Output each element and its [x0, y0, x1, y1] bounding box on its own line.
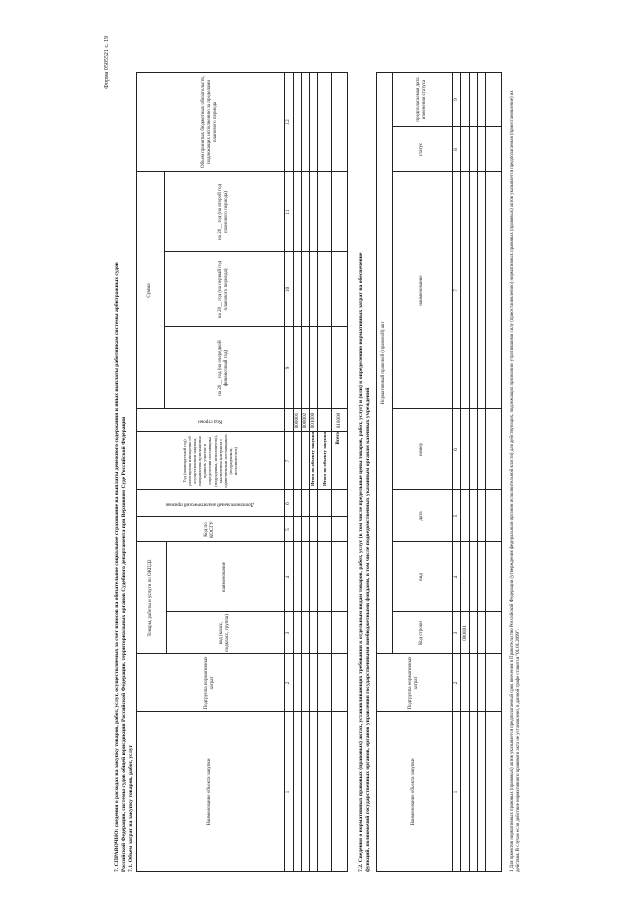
- col-year-plan: Год (планируемый год) размещения извещения об осуществлении закупки, направления приглашения принять участие в определении поставщика (подрядчика, исполнителя), заключения контракта с единственным поставщиком (подрядчиком, исполнителем): [182, 433, 238, 488]
- footnote: 1 Для проектов нормативных правовых (правовых) актов указывается предполагаемый срок внесения в Правительство Российской Федерации (утверждения федеральным органом исполнительной власти) для действующих, подлежащих признанию утратившими силу (приостановлению) нормативных правовых (правовых) актов указывается предполагаемая (приостановление) их действия. В случае если действие нормативного правового акта не установлено, в данной графе ставится "01.01.2099".: [510, 89, 521, 872]
- form-code: Форма 0505521 с. 19: [104, 35, 110, 89]
- colnum72-3: 3: [453, 631, 459, 634]
- col-object-name: Наименование объекта закупки: [207, 757, 213, 826]
- colnum72-8: 8: [453, 147, 459, 151]
- col72-line-code: Код строки: [419, 620, 425, 645]
- colnum-6: 6: [285, 501, 291, 505]
- col-goods-name: наименование: [222, 561, 228, 592]
- table-7-1: [136, 72, 348, 872]
- colnum-11: 11: [285, 208, 291, 215]
- table-7-2: [376, 72, 502, 872]
- col72-status: статус: [419, 142, 425, 156]
- col-line-code: Код строки: [198, 417, 222, 423]
- colnum-2: 2: [285, 681, 291, 684]
- row72-code-1: 000001: [462, 624, 468, 641]
- colnum72-6: 6: [453, 447, 459, 451]
- col-goods-group: Товары, работы и услуги по ОКПД2: [148, 558, 154, 637]
- colnum-12: 12: [285, 118, 291, 125]
- col72-name: наименование: [419, 274, 425, 306]
- colnum-5: 5: [285, 527, 291, 531]
- col72-number: номер: [419, 442, 425, 456]
- row-code-1: 000001: [294, 412, 300, 428]
- total-subgroup-label: Итого по объекту закупки: [322, 431, 327, 486]
- colnum-7: 7: [285, 459, 291, 462]
- col-obligations: Объем принятых бюджетных обязательств, подлежащих исполнению за пределами планового периода: [201, 75, 218, 168]
- col72-kind: вид: [419, 572, 425, 581]
- colnum-9: 9: [285, 366, 291, 369]
- col-sum-y3: на 20__ год (на второй год планового периода): [218, 183, 229, 240]
- col72-norm-subgroup: Подгруппа нормативных затрат: [408, 656, 419, 709]
- col-extra-class: Дополнительный аналитический признак: [165, 500, 255, 506]
- col-kosgu: Код по КОСГУ: [204, 520, 215, 538]
- section72-subtitle: функций, полномочий государственных органов, органов управления государственными внебюджетными фондами, в том числе подведомственных указанным органам казенных учреждений: [365, 387, 371, 872]
- section72-title: 7.2. Сведения о нормативных правовых (правовых) актах, устанавливающих требования к отдельным видам товаров, работ, услуг (в том числе предельные цены товаров, работ, услуг) и (или) к определению нормативных затрат на обеспечение: [358, 252, 364, 872]
- col72-act: Нормативный правовой (правовой) акт: [381, 321, 387, 404]
- col-sum: Сумма: [147, 282, 153, 298]
- colnum-10: 10: [285, 286, 291, 292]
- section7-subtitle: Российской Федерации, системы судов общей юрисдикции Российской Федерации, территориальных органов Судебного департамента при Верховном Суде Российской Федерации: [121, 416, 127, 872]
- colnum72-7: 7: [453, 288, 459, 292]
- colnum72-9: 9: [453, 97, 459, 101]
- colnum-3: 3: [285, 631, 291, 634]
- colnum-1: 1: [285, 790, 291, 793]
- total-object-label: Итого по объекту закупки: [310, 431, 315, 486]
- col72-date: дата: [419, 510, 425, 521]
- colnum72-5: 5: [453, 514, 459, 517]
- total-all-label: Всего: [336, 431, 341, 444]
- row-code-3: 001000: [310, 412, 316, 428]
- col72-object-name: Наименование объекта закупки: [411, 757, 417, 826]
- colnum72-1: 1: [453, 790, 459, 793]
- row-code-4: 010000: [336, 412, 342, 428]
- colnum72-2: 2: [453, 681, 459, 684]
- section7-title: 7. СПРАВОЧНО: сведения о расходах на закупку товаров, работ, услуг, осуществляемых за счет взносов на обязательное социальное страхование на выплаты денежного содержания и иных выплаты работникам системы арбитражных судов: [114, 261, 120, 872]
- col-sum-y1: на 20__ год (на очередной финансовый год): [218, 339, 229, 396]
- section71-title: 7.1. Объем затрат на закупку товаров, работ, услуг: [128, 744, 134, 872]
- col72-status-date: предполагаемая дата изменения статуса: [416, 76, 427, 122]
- rotated-form-page: [100, 28, 540, 878]
- row-code-2: 000002: [302, 412, 308, 428]
- col-sum-y2: на 20__ год (на первый год планового периода): [218, 260, 229, 318]
- colnum72-4: 4: [453, 575, 459, 578]
- col-code-class: код (класс, подкласс, группа): [219, 613, 230, 652]
- colnum-4: 4: [285, 575, 291, 578]
- col-norm-subgroup: Подгруппа нормативных затрат: [204, 656, 215, 709]
